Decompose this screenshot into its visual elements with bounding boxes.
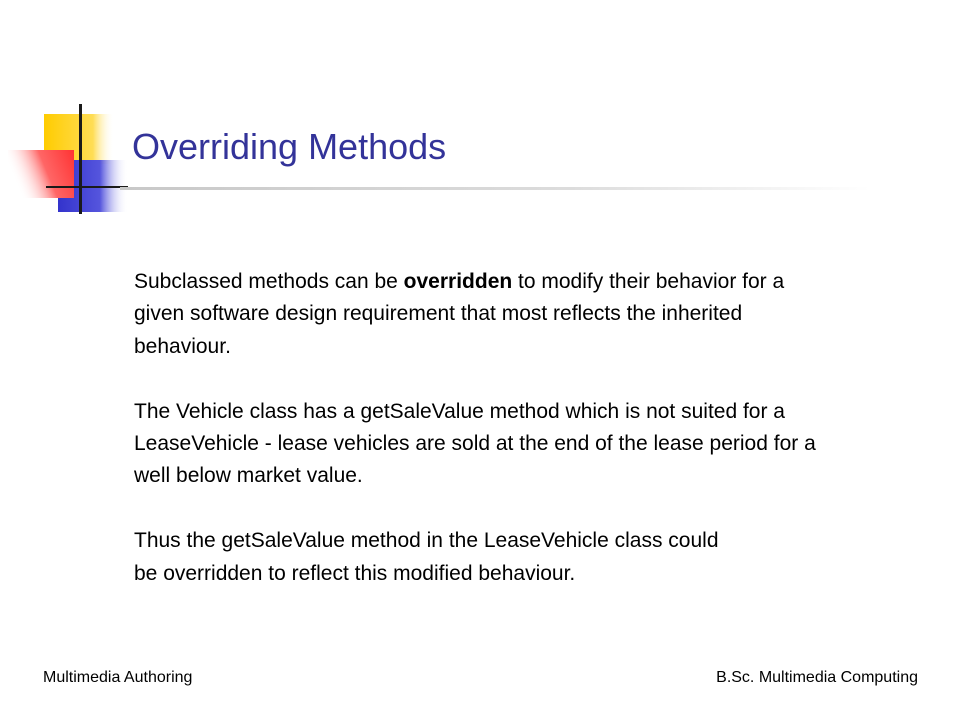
logo-vertical-line (79, 104, 82, 214)
text-line: behaviour. (134, 334, 231, 358)
slide-body (134, 266, 934, 590)
text-run: Subclassed methods can be (134, 270, 404, 293)
logo-horizontal-line (46, 186, 128, 188)
logo-red-square (8, 150, 74, 198)
text-line: well below market value. (134, 464, 363, 488)
text-line: given software design requirement that most reflects the inherited (134, 302, 743, 326)
paragraph-vehicle-example (134, 396, 934, 493)
footer-program-name: B.Sc. Multimedia Computing (716, 669, 918, 686)
slide-logo-graphic (0, 0, 130, 220)
paragraph-conclusion (134, 525, 934, 590)
title-underline (120, 187, 870, 190)
text-line: The Vehicle class has a getSaleValue method which is not suited for a (134, 399, 785, 423)
slide-title: Overriding Methods (132, 126, 447, 167)
text-line: be overridden to reflect this modified behaviour. (134, 561, 576, 585)
text-line: Thus the getSaleValue method in the LeaseVehicle class could (134, 529, 719, 553)
text-run: to modify their behavior for a (512, 270, 785, 293)
footer-course-name: Multimedia Authoring (43, 669, 193, 686)
text-line: LeaseVehicle - lease vehicles are sold at the end of the lease period for a (134, 432, 816, 456)
text-line (134, 266, 934, 298)
emphasized-term: overridden (403, 270, 513, 293)
paragraph-overriding-definition (134, 266, 934, 363)
